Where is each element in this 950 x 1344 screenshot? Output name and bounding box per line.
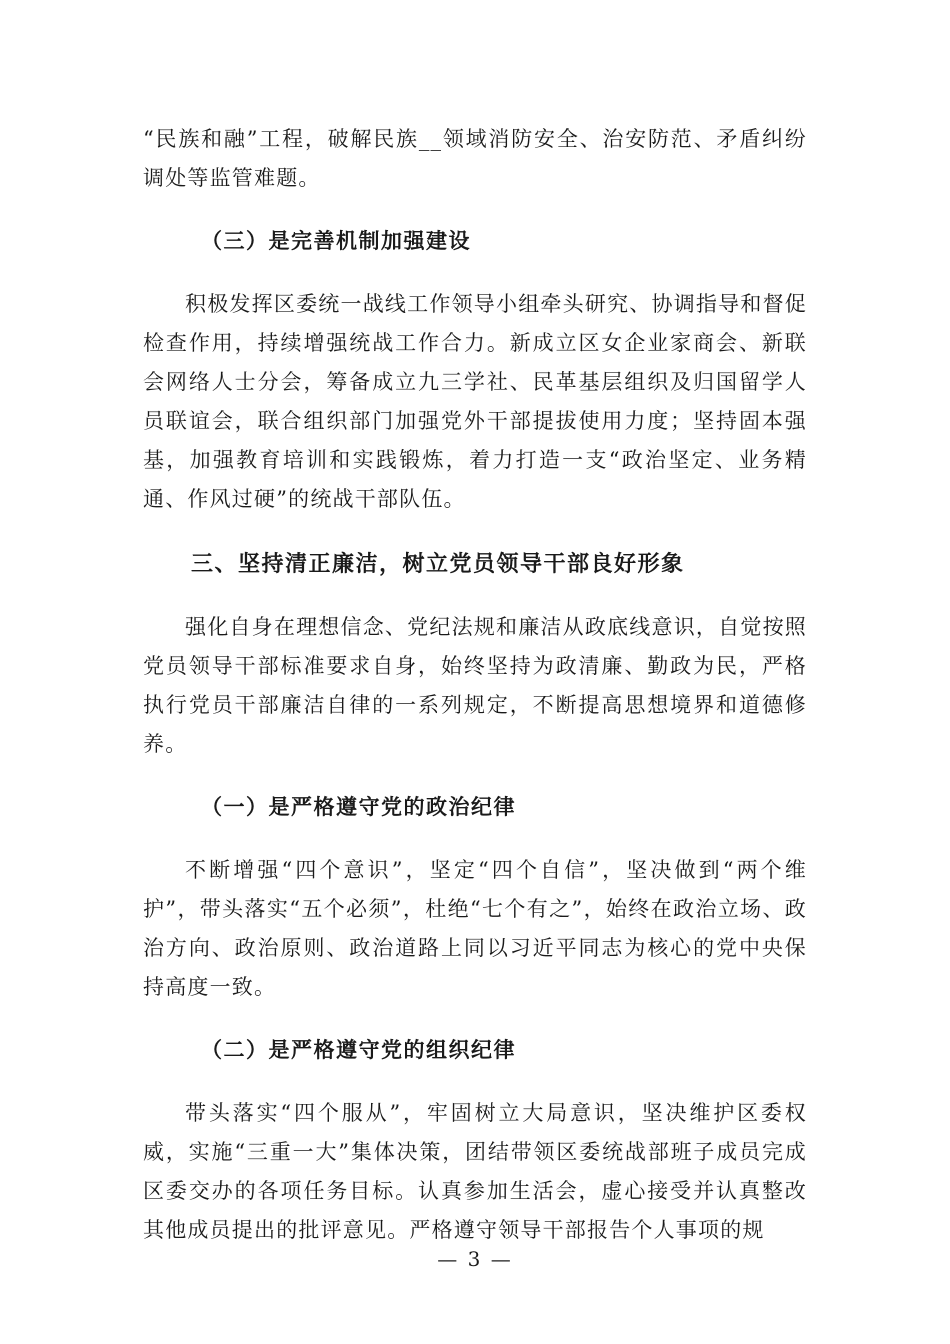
subheading-two: （二）是严格遵守党的组织纪律 [201, 1038, 516, 1062]
document-body [143, 120, 807, 1250]
subheading-one: （一）是严格遵守党的政治纪律 [201, 795, 516, 819]
paragraph-mechanism: 积极发挥区委统一战线工作领导小组牵头研究、协调指导和督促检查作用，持续增强统战工作合力。新成立区女企业家商会、新联会网络人士分会，筹备成立九三学社、民革基层组织及归国留学人员联谊会，联合组织部门加强党外干部提拔使用力度；坚持固本强基，加强教育培训和实践锻炼，着力打造一支“政治坚定、业务精通、作风过硬”的统战干部队伍。 [143, 292, 807, 511]
spacer [143, 519, 807, 545]
section-heading-three: 三、坚持清正廉洁，树立党员领导干部良好形象 [191, 552, 685, 577]
page-number: — 3 — [437, 1247, 513, 1271]
spacer [143, 584, 807, 608]
spacer [143, 764, 807, 788]
subheading-three: （三）是完善机制加强建设 [201, 229, 471, 253]
paragraph-continued: “民族和融”工程，破解民族__领域消防安全、治安防范、矛盾纠纷调处等监管难题。 [143, 127, 807, 190]
paragraph-organizational-discipline: 带头落实“四个服从”，牢固树立大局意识，坚决维护区委权威，实施“三重一大”集体决策，团结带领区委统战部班子成员完成区委交办的各项任务目标。认真参加生活会，虚心接受并认真整改其他成员提出的批评意见。严格遵守领导干部报告个人事项的规 [143, 1101, 807, 1242]
spacer [143, 1007, 807, 1031]
spacer [143, 1070, 807, 1094]
paragraph-integrity: 强化自身在理想信念、党纪法规和廉洁从政底线意识，自觉按照党员领导干部标准要求自身，始终坚持为政清廉、勤政为民，严格执行党员干部廉洁自律的一系列规定，不断提高思想境界和道德修养。 [143, 615, 807, 756]
paragraph-political-discipline: 不断增强“四个意识”，坚定“四个自信”，坚决做到“两个维护”，带头落实“五个必须”，杜绝“七个有之”，始终在政治立场、政治方向、政治原则、政治道路上同以习近平同志为核心的党中央保持高度一致。 [143, 858, 807, 999]
spacer [143, 198, 807, 222]
spacer [143, 261, 807, 285]
spacer [143, 827, 807, 851]
